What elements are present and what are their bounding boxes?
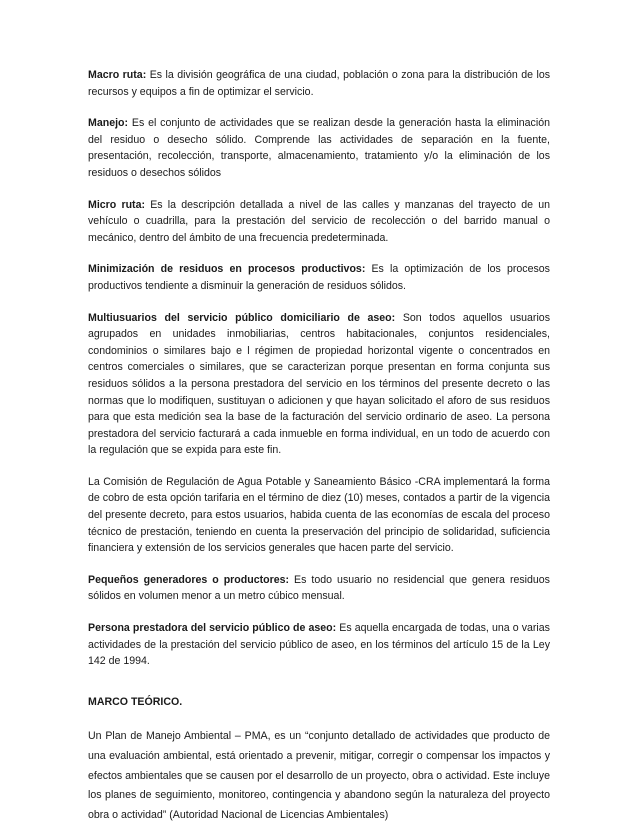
definition-macro-ruta (88, 67, 550, 100)
definition-multiusuarios (88, 310, 550, 459)
definition-text: Es el conjunto de actividades que se realizan desde la generación hasta la eliminación del residuo o desecho sólido. Comprende las actividades de separación en la fuente, presentación, recolección, transporte, almacenamiento, tratamiento y/o la eliminación de los residuos o desechos sólidos (88, 117, 550, 179)
definition-term: Multiusuarios del servicio público domiciliario de aseo: (88, 311, 396, 324)
definition-text: Es la descripción detallada a nivel de las calles y manzanas del trayecto de un vehículo o cuadrilla, para la prestación del servicio de recolección o del barrido manual o mecánico, dentro del ámbito de una frecuencia predeterminada. (88, 198, 550, 244)
definition-pequenos-generadores (88, 572, 550, 605)
definition-text: Es todo usuario no residencial que genera residuos sólidos en volumen menor a un metro cúbico mensual. (88, 573, 550, 603)
document-body (88, 67, 550, 840)
definition-term: Micro ruta: (88, 198, 146, 211)
section-heading: MARCO TEÓRICO. (88, 695, 183, 708)
definition-text: Es la división geográfica de una ciudad, población o zona para la distribución de los recursos y equipos a fin de optimizar el servicio. (88, 69, 551, 98)
definition-micro-ruta (88, 197, 550, 247)
definition-term: Persona prestadora del servicio público de aseo: (88, 622, 337, 635)
definition-term: Pequeños generadores o productores: (88, 573, 290, 586)
definition-persona-prestadora (88, 620, 550, 670)
definition-text: Es la optimización de los procesos productivos tendiente a disminuir la generación de residuos sólidos. (88, 263, 550, 292)
definition-manejo (88, 115, 550, 181)
definition-text: Son todos aquellos usuarios agrupados en unidades inmobiliarias, centros habitacionales, conjuntos residenciales, condominios o similares bajo e l régimen de propiedad horizontal vigente o concentrados en centros comerciales o similares, que se caracterizan porque presentan en forma conjunta sus residuos sólidos a la persona prestadora del servicio en los términos del presente decreto o las normas que lo modifiquen, sustituyan o adicionen y que hayan solicitado el aforo de sus residuos para que esta medición sea la base de la facturación del servicio ordinario de aseo. La persona prestadora del servicio facturará a cada inmueble en forma individual, en un todo de acuerdo con la regulación que se expida para este fin. (88, 311, 550, 457)
definition-term: Macro ruta: (88, 69, 147, 81)
cra-paragraph: La Comisión de Regulación de Agua Potable y Saneamiento Básico -CRA implementará la forma de cobro de esta opción tarifaria en el término de diez (10) meses, contados a partir de la vigencia del presente decreto, para estos usuarios, habida cuenta de las economías de escala del proceso técnico de prestación, teniendo en cuenta la preservación del principio de solidaridad, suficiencia financiera y extensión de los servicios generales que hacen parte del servicio. (88, 475, 550, 555)
definition-term: Manejo: (88, 117, 129, 130)
definition-text: Es aquella encargada de todas, una o varias actividades de la prestación del servicio público de aseo, en los términos del artículo 15 de la Ley 142 de 1994. (88, 622, 550, 668)
definition-term: Minimización de residuos en procesos productivos: (88, 263, 366, 276)
definition-minimizacion (88, 261, 550, 294)
marco-teorico-paragraph: Un Plan de Manejo Ambiental – PMA, es un “conjunto detallado de actividades que producto de una evaluación ambiental, está orientado a prevenir, mitigar, corregir o compensar los impactos y efectos ambientales que se causen por el desarrollo de un proyecto, obra o actividad. Este incluye los planes de seguimiento, monitoreo, contingencia y abandono según la naturaleza del proyecto obra o actividad” (Autoridad Nacional de Licencias Ambientales) (88, 730, 550, 821)
